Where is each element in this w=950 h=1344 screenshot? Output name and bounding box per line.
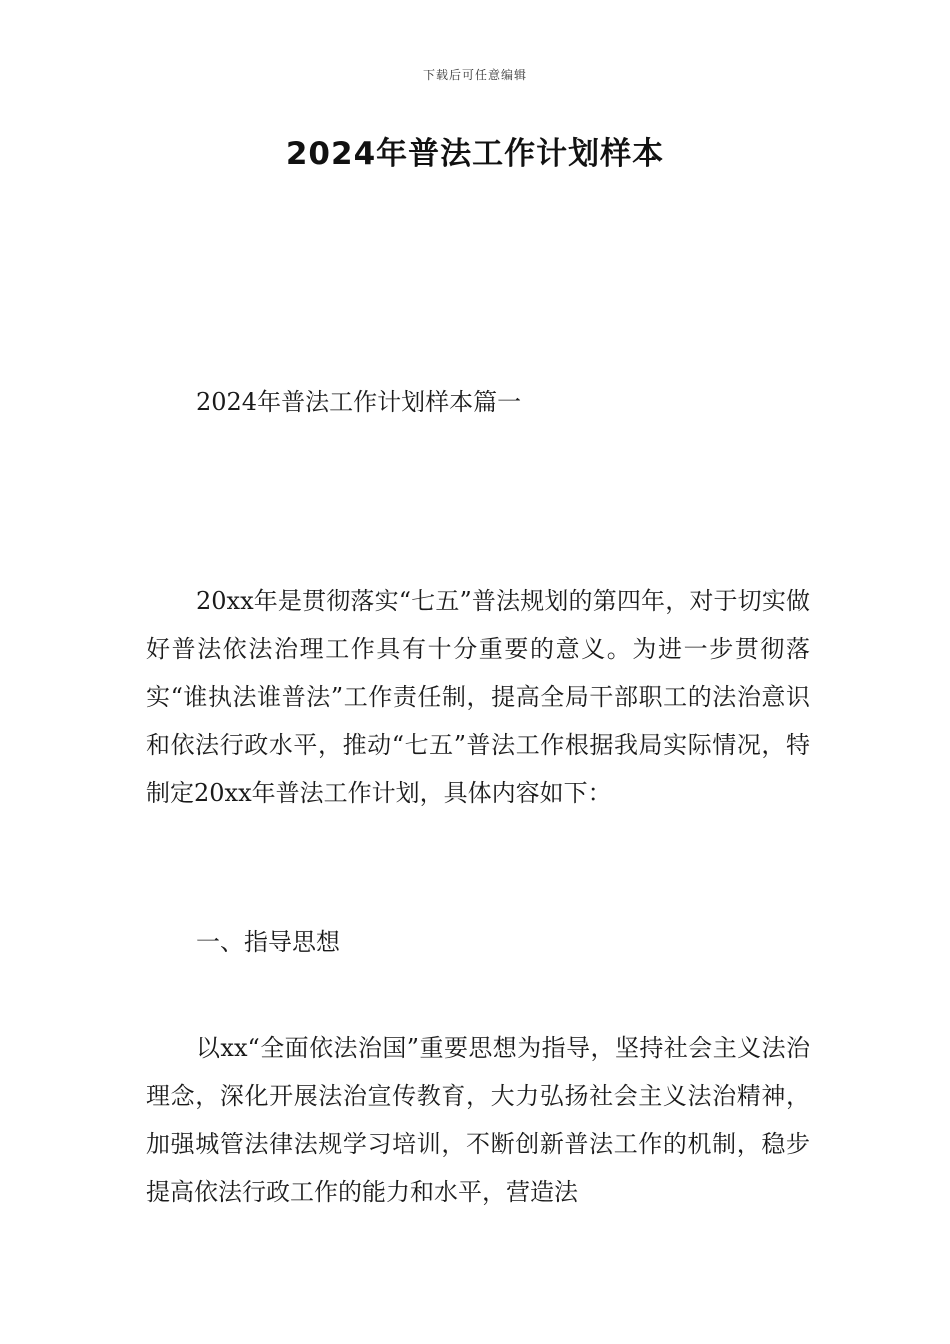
heading-guiding-ideology: 一、指导思想: [196, 928, 340, 956]
body-paragraph-1: 20xx年是贯彻落实“七五”普法规划的第四年，对于切实做好普法依法治理工作具有十分重要的意义。为进一步贯彻落实“谁执法谁普法”工作责任制，提高全局干部职工的法治意识和依法行政水平，推动“七五”普法工作根据我局实际情况，特制定20xx年普法工作计划，具体内容如下：: [146, 587, 810, 807]
document-title: 2024年普法工作计划样本: [285, 136, 665, 172]
section-title: 2024年普法工作计划样本篇一: [196, 388, 522, 416]
header-note: 下载后可任意编辑: [422, 68, 527, 82]
body-paragraph-2: 以xx“全面依法治国”重要思想为指导，坚持社会主义法治理念，深化开展法治宣传教育，大力弘扬社会主义法治精神，加强城管法律法规学习培训，不断创新普法工作的机制，稳步提高依法行政工作的能力和水平，营造法: [146, 1034, 810, 1206]
